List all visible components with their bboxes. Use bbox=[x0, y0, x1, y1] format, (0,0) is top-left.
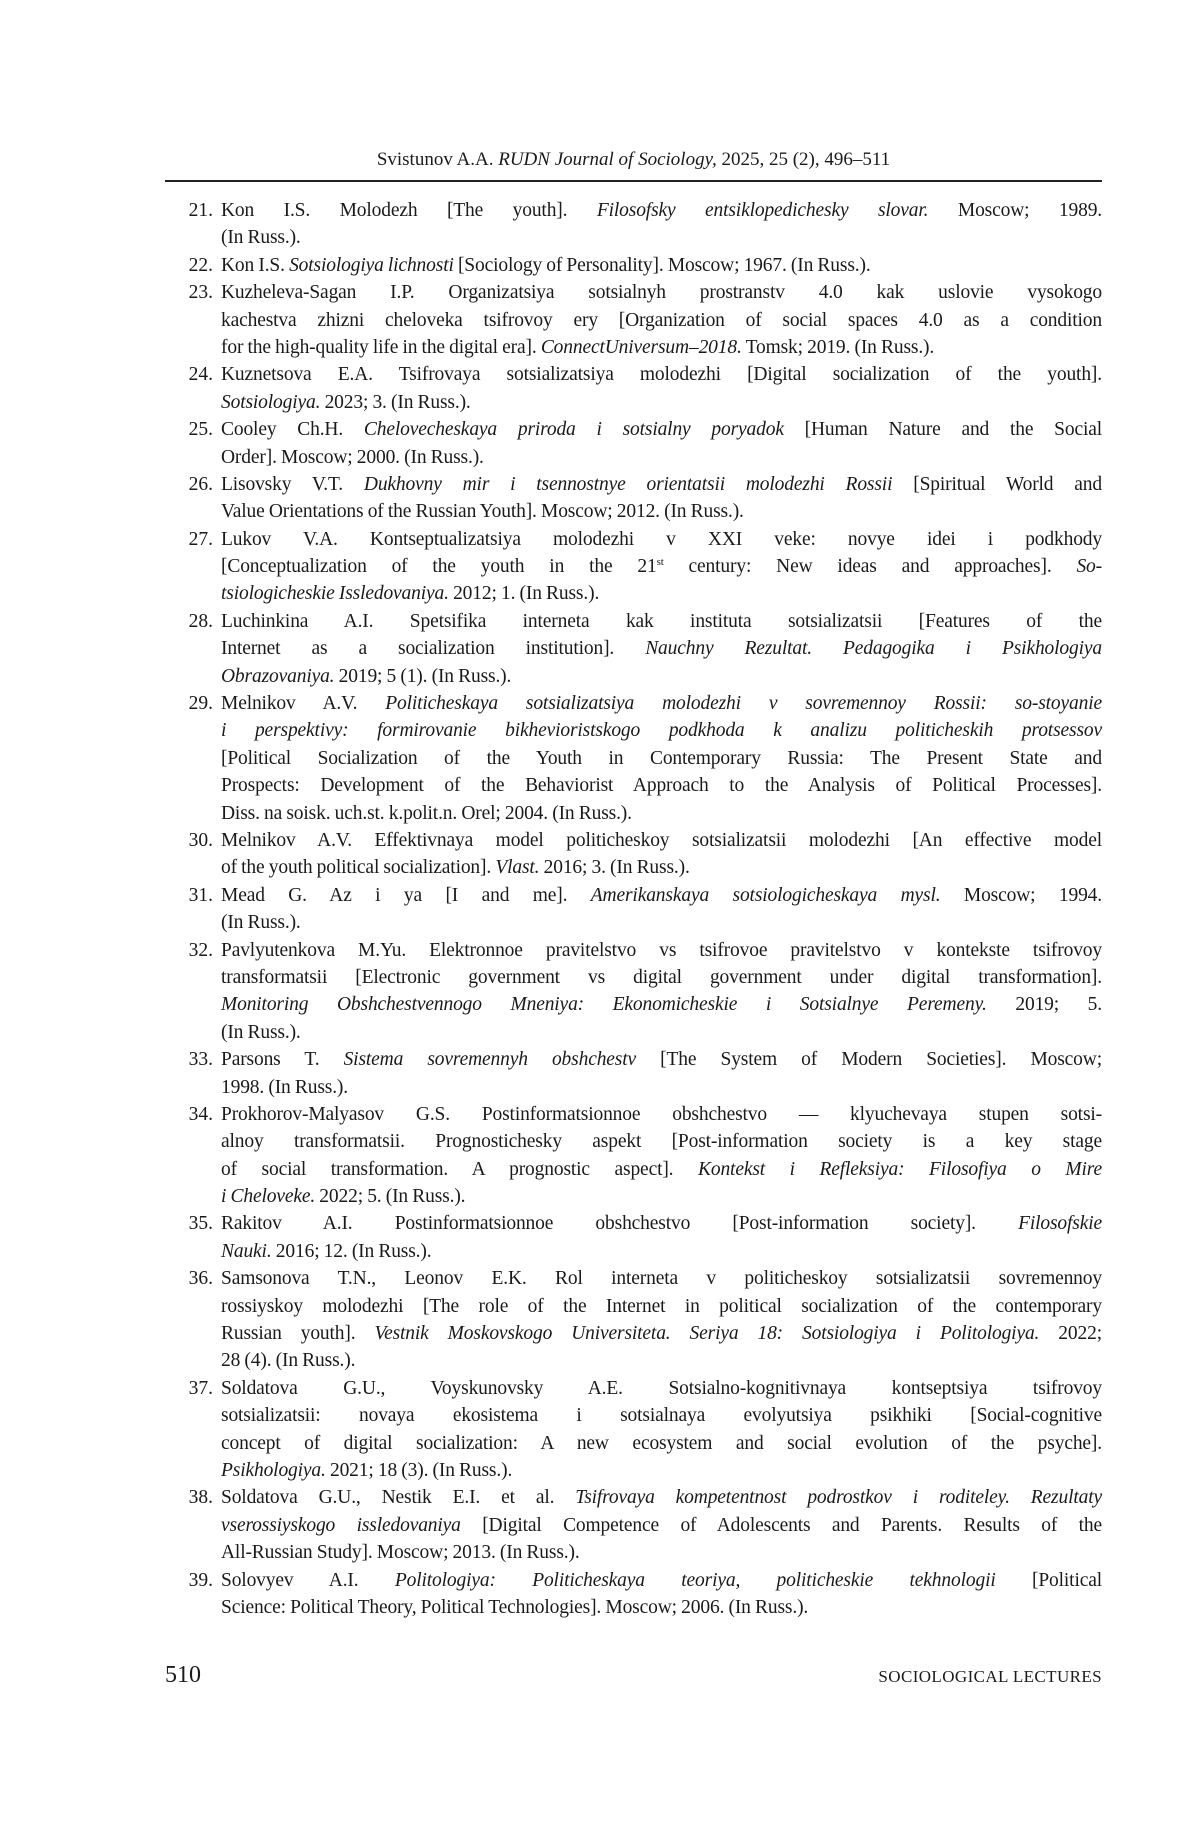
reference-item bbox=[165, 197, 1102, 252]
reference-title-italic: Dukhovny mir i tsennostnye orientatsii molodezhi Rossii bbox=[364, 474, 892, 495]
reference-title-italic: ConnectUniversum–2018. bbox=[541, 337, 742, 358]
reference-line bbox=[221, 1019, 1102, 1046]
reference-title-italic: tsiologicheskie Issledovaniya. bbox=[221, 583, 449, 604]
reference-item bbox=[165, 416, 1102, 471]
reference-title-italic: Sotsiologiya. bbox=[221, 392, 320, 413]
running-head-journal: RUDN Journal of Sociology, bbox=[498, 149, 716, 170]
reference-number: 39. bbox=[165, 1567, 213, 1594]
reference-number: 27. bbox=[165, 526, 213, 553]
reference-text: [Human Nature and the Social bbox=[784, 419, 1102, 440]
reference-number: 21. bbox=[165, 197, 213, 224]
reference-line bbox=[221, 1293, 1102, 1320]
reference-text: Pavlyutenkova M.Yu. Elektronnoe pravitelstvo vs tsifrovoe pravitelstvo v kontekste tsifrovoy bbox=[221, 940, 1102, 961]
reference-item bbox=[165, 882, 1102, 937]
reference-line bbox=[221, 635, 1102, 662]
reference-text: 1998. (In Russ.). bbox=[221, 1077, 348, 1098]
reference-title-italic: Politologiya: Politicheskaya teoriya, politicheskie tekhnologii bbox=[395, 1570, 996, 1591]
reference-line bbox=[221, 224, 1102, 251]
reference-line bbox=[221, 1210, 1102, 1237]
reference-line bbox=[221, 1128, 1102, 1155]
reference-line bbox=[221, 827, 1102, 854]
reference-line bbox=[221, 279, 1102, 306]
reference-text: 2019; 5 (1). (In Russ.). bbox=[334, 666, 511, 687]
reference-item bbox=[165, 1484, 1102, 1566]
reference-number: 28. bbox=[165, 608, 213, 635]
reference-item bbox=[165, 526, 1102, 608]
reference-number: 29. bbox=[165, 690, 213, 717]
reference-text: Melnikov A.V. Effektivnaya model politicheskoy sotsializatsii molodezhi [An effective model bbox=[221, 830, 1102, 851]
reference-title-italic: Tsifrovaya kompetentnost podrostkov i roditeley. Rezultaty bbox=[575, 1487, 1102, 1508]
reference-text: Internet as a socialization institution]. bbox=[221, 638, 645, 659]
reference-line bbox=[221, 1074, 1102, 1101]
reference-title-italic: Amerikanskaya sotsiologicheskaya mysl. bbox=[591, 885, 941, 906]
reference-text: Mead G. Az i ya [I and me]. bbox=[221, 885, 591, 906]
reference-text: Prokhorov-Malyasov G.S. Postinformatsionnoe obshchestvo — klyuchevaya stupen sotsi- bbox=[221, 1104, 1102, 1125]
reference-list bbox=[165, 197, 1102, 1621]
reference-line bbox=[221, 1238, 1102, 1265]
reference-text: of social transformation. A prognostic aspect]. bbox=[221, 1159, 698, 1180]
reference-text: 2023; 3. (In Russ.). bbox=[320, 392, 470, 413]
reference-text: rossiyskoy molodezhi [The role of the Internet in political socialization of the contemporary bbox=[221, 1296, 1102, 1317]
reference-text: sotsializatsii: novaya ekosistema i sotsialnaya evolyutsiya psikhiki [Social-cognitive bbox=[221, 1405, 1102, 1426]
reference-number: 26. bbox=[165, 471, 213, 498]
reference-line bbox=[221, 1512, 1102, 1539]
reference-line bbox=[221, 1265, 1102, 1292]
page-number: 510 bbox=[165, 1660, 201, 1690]
reference-text: Kon I.S. Molodezh [The youth]. bbox=[221, 200, 597, 221]
reference-number: 32. bbox=[165, 937, 213, 964]
reference-title-italic: Sotsiologiya lichnosti bbox=[289, 255, 454, 276]
reference-line bbox=[221, 1101, 1102, 1128]
reference-text: 2012; 1. (In Russ.). bbox=[449, 583, 599, 604]
reference-number: 31. bbox=[165, 882, 213, 909]
reference-item bbox=[165, 252, 1102, 279]
reference-title-italic: Filosofskie bbox=[1018, 1213, 1102, 1234]
reference-text: Parsons T. bbox=[221, 1049, 344, 1070]
reference-text: Luchinkina A.I. Spetsifika interneta kak instituta sotsializatsii [Features of the bbox=[221, 611, 1102, 632]
reference-title-italic: Nauchny Rezultat. Pedagogika i Psikhologiya bbox=[645, 638, 1102, 659]
reference-text: Science: Political Theory, Political Technologies]. Moscow; 2006. (In Russ.). bbox=[221, 1597, 808, 1618]
reference-text: [Political Socialization of the Youth in Contemporary Russia: The Present State and bbox=[221, 748, 1102, 769]
reference-title-italic: Filosofsky entsiklopedichesky slovar. bbox=[597, 200, 929, 221]
reference-line bbox=[221, 444, 1102, 471]
reference-line bbox=[221, 498, 1102, 525]
reference-line bbox=[221, 1402, 1102, 1429]
reference-number: 30. bbox=[165, 827, 213, 854]
reference-item bbox=[165, 361, 1102, 416]
reference-number: 22. bbox=[165, 252, 213, 279]
reference-text: Value Orientations of the Russian Youth]. Moscow; 2012. (In Russ.). bbox=[221, 501, 744, 522]
reference-text: Prospects: Development of the Behaviorist Approach to the Analysis of Political Processes]. bbox=[221, 775, 1102, 796]
reference-text: 2022; 5. (In Russ.). bbox=[315, 1186, 465, 1207]
reference-line bbox=[221, 717, 1102, 744]
reference-line bbox=[221, 1183, 1102, 1210]
reference-line bbox=[221, 882, 1102, 909]
reference-title-italic: Vlast. bbox=[495, 857, 539, 878]
reference-text: [Digital Competence of Adolescents and Parents. Results of the bbox=[461, 1515, 1102, 1536]
reference-text: [Conceptualization of the youth in the 21 bbox=[221, 556, 657, 577]
reference-line bbox=[221, 991, 1102, 1018]
reference-text: Lukov V.A. Kontseptualizatsiya molodezhi v XXI veke: novye idei i podkhody bbox=[221, 529, 1102, 550]
reference-line bbox=[221, 553, 1102, 580]
reference-line bbox=[221, 937, 1102, 964]
reference-text: Soldatova G.U., Voyskunovsky A.E. Sotsialno-kognitivnaya kontseptsiya tsifrovoy bbox=[221, 1378, 1102, 1399]
reference-text: Tomsk; 2019. (In Russ.). bbox=[742, 337, 934, 358]
reference-text: 28 (4). (In Russ.). bbox=[221, 1350, 355, 1371]
reference-text: Rakitov A.I. Postinformatsionnoe obshchestvo [Post-information society]. bbox=[221, 1213, 1018, 1234]
reference-text: (In Russ.). bbox=[221, 1022, 301, 1043]
reference-line bbox=[221, 608, 1102, 635]
reference-text: 2016; 3. (In Russ.). bbox=[539, 857, 689, 878]
reference-number: 34. bbox=[165, 1101, 213, 1128]
reference-line bbox=[221, 1375, 1102, 1402]
reference-text: Kon I.S. bbox=[221, 255, 289, 276]
reference-item bbox=[165, 471, 1102, 526]
reference-line bbox=[221, 361, 1102, 388]
reference-number: 25. bbox=[165, 416, 213, 443]
reference-text: of the youth political socialization]. bbox=[221, 857, 495, 878]
reference-text: for the high-quality life in the digital era]. bbox=[221, 337, 541, 358]
reference-item bbox=[165, 1046, 1102, 1101]
reference-line bbox=[221, 580, 1102, 607]
reference-line bbox=[221, 1156, 1102, 1183]
reference-line bbox=[221, 690, 1102, 717]
reference-text: Diss. na soisk. uch.st. k.polit.n. Orel; 2004. (In Russ.). bbox=[221, 803, 632, 824]
reference-text: concept of digital socialization: A new ecosystem and social evolution of the psyche]. bbox=[221, 1433, 1102, 1454]
reference-text: kachestva zhizni cheloveka tsifrovoy ery [Organization of social spaces 4.0 as a condition bbox=[221, 310, 1102, 331]
reference-line bbox=[221, 307, 1102, 334]
section-title: SOCIOLOGICAL LECTURES bbox=[878, 1665, 1102, 1689]
reference-title-italic: i Cheloveke. bbox=[221, 1186, 315, 1207]
reference-title-italic: Psikhologiya. bbox=[221, 1460, 326, 1481]
reference-item bbox=[165, 1567, 1102, 1622]
reference-item bbox=[165, 279, 1102, 361]
reference-text: Moscow; 1994. bbox=[940, 885, 1102, 906]
reference-line bbox=[221, 252, 1102, 279]
reference-text: 2019; 5. bbox=[987, 994, 1102, 1015]
reference-text: 2021; 18 (3). (In Russ.). bbox=[326, 1460, 512, 1481]
reference-line bbox=[221, 389, 1102, 416]
reference-number: 35. bbox=[165, 1210, 213, 1237]
reference-line bbox=[221, 663, 1102, 690]
reference-text: Order]. Moscow; 2000. (In Russ.). bbox=[221, 447, 484, 468]
reference-text: Kuzheleva-Sagan I.P. Organizatsiya sotsialnyh prostranstv 4.0 kak uslovie vysokogo bbox=[221, 282, 1102, 303]
reference-title-italic: Monitoring Obshchestvennogo Mneniya: Ekonomicheskie i Sotsialnye Peremeny. bbox=[221, 994, 987, 1015]
running-head-author: Svistunov A.A. bbox=[377, 149, 498, 170]
reference-line bbox=[221, 416, 1102, 443]
reference-number: 23. bbox=[165, 279, 213, 306]
reference-line bbox=[221, 1046, 1102, 1073]
header-rule bbox=[165, 180, 1102, 182]
reference-line bbox=[221, 772, 1102, 799]
reference-title-italic: So- bbox=[1076, 556, 1102, 577]
reference-text: (In Russ.). bbox=[221, 227, 301, 248]
reference-text: Lisovsky V.T. bbox=[221, 474, 364, 495]
reference-number: 38. bbox=[165, 1484, 213, 1511]
reference-text: [Sociology of Personality]. Moscow; 1967. (In Russ.). bbox=[454, 255, 871, 276]
reference-text: Cooley Ch.H. bbox=[221, 419, 364, 440]
reference-text: Melnikov A.V. bbox=[221, 693, 385, 714]
reference-text: Soldatova G.U., Nestik E.I. et al. bbox=[221, 1487, 575, 1508]
reference-text: Moscow; 1989. bbox=[928, 200, 1102, 221]
reference-line bbox=[221, 1347, 1102, 1374]
reference-text: century: New ideas and approaches]. bbox=[664, 556, 1077, 577]
reference-title-italic: i perspektivy: formirovanie bikhevioristskogo podkhoda k analizu politicheskih protsessov bbox=[221, 720, 1102, 741]
reference-line bbox=[221, 745, 1102, 772]
reference-text: alnoy transformatsii. Prognostichesky aspekt [Post-information society is a key stage bbox=[221, 1131, 1102, 1152]
reference-title-italic: Chelovecheskaya priroda i sotsialny poryadok bbox=[364, 419, 784, 440]
reference-text: (In Russ.). bbox=[221, 912, 301, 933]
reference-item bbox=[165, 1375, 1102, 1485]
reference-line bbox=[221, 471, 1102, 498]
running-head-issue: 2025, 25 (2), 496–511 bbox=[717, 149, 890, 170]
reference-text: [The System of Modern Societies]. Moscow; bbox=[636, 1049, 1102, 1070]
reference-item bbox=[165, 1265, 1102, 1375]
reference-text: All-Russian Study]. Moscow; 2013. (In Russ.). bbox=[221, 1542, 580, 1563]
reference-line bbox=[221, 1594, 1102, 1621]
reference-item bbox=[165, 608, 1102, 690]
reference-title-italic: Nauki. bbox=[221, 1241, 272, 1262]
reference-line bbox=[221, 1457, 1102, 1484]
reference-line bbox=[221, 964, 1102, 991]
reference-title-italic: Sistema sovremennyh obshchestv bbox=[344, 1049, 636, 1070]
reference-number: 36. bbox=[165, 1265, 213, 1292]
reference-text: 2022; bbox=[1039, 1323, 1102, 1344]
reference-item bbox=[165, 690, 1102, 827]
reference-line bbox=[221, 334, 1102, 361]
reference-title-italic: Obrazovaniya. bbox=[221, 666, 334, 687]
reference-text: [Political bbox=[996, 1570, 1102, 1591]
reference-line bbox=[221, 1430, 1102, 1457]
reference-title-italic: Politicheskaya sotsializatsiya molodezhi v sovremennoy Rossii: so-stoyanie bbox=[385, 693, 1102, 714]
reference-line bbox=[221, 800, 1102, 827]
reference-line bbox=[221, 197, 1102, 224]
reference-title-italic: vserossiyskogo issledovaniya bbox=[221, 1515, 461, 1536]
reference-text: Russian youth]. bbox=[221, 1323, 374, 1344]
reference-text: [Spiritual World and bbox=[892, 474, 1102, 495]
reference-text: Samsonova T.N., Leonov E.K. Rol interneta v politicheskoy sotsializatsii sovremennoy bbox=[221, 1268, 1102, 1289]
reference-line bbox=[221, 526, 1102, 553]
reference-item bbox=[165, 1210, 1102, 1265]
reference-text: 2016; 12. (In Russ.). bbox=[272, 1241, 432, 1262]
reference-text: Kuznetsova E.A. Tsifrovaya sotsializatsiya molodezhi [Digital socialization of the youth]. bbox=[221, 364, 1102, 385]
reference-number: 33. bbox=[165, 1046, 213, 1073]
reference-title-italic: Vestnik Moskovskogo Universiteta. Seriya 18: Sotsiologiya i Politologiya. bbox=[374, 1323, 1039, 1344]
reference-item bbox=[165, 827, 1102, 882]
reference-line bbox=[221, 1567, 1102, 1594]
reference-number: 24. bbox=[165, 361, 213, 388]
reference-item bbox=[165, 937, 1102, 1047]
running-head bbox=[165, 146, 1102, 174]
reference-line bbox=[221, 1320, 1102, 1347]
reference-line bbox=[221, 854, 1102, 881]
reference-title-italic: Kontekst i Refleksiya: Filosofiya o Mire bbox=[698, 1159, 1102, 1180]
reference-line bbox=[221, 1539, 1102, 1566]
reference-line bbox=[221, 1484, 1102, 1511]
reference-text: Solovyev A.I. bbox=[221, 1570, 395, 1591]
reference-number: 37. bbox=[165, 1375, 213, 1402]
reference-text: transformatsii [Electronic government vs digital government under digital transformation]. bbox=[221, 967, 1102, 988]
reference-item bbox=[165, 1101, 1102, 1211]
reference-line bbox=[221, 909, 1102, 936]
superscript: st bbox=[657, 556, 664, 568]
